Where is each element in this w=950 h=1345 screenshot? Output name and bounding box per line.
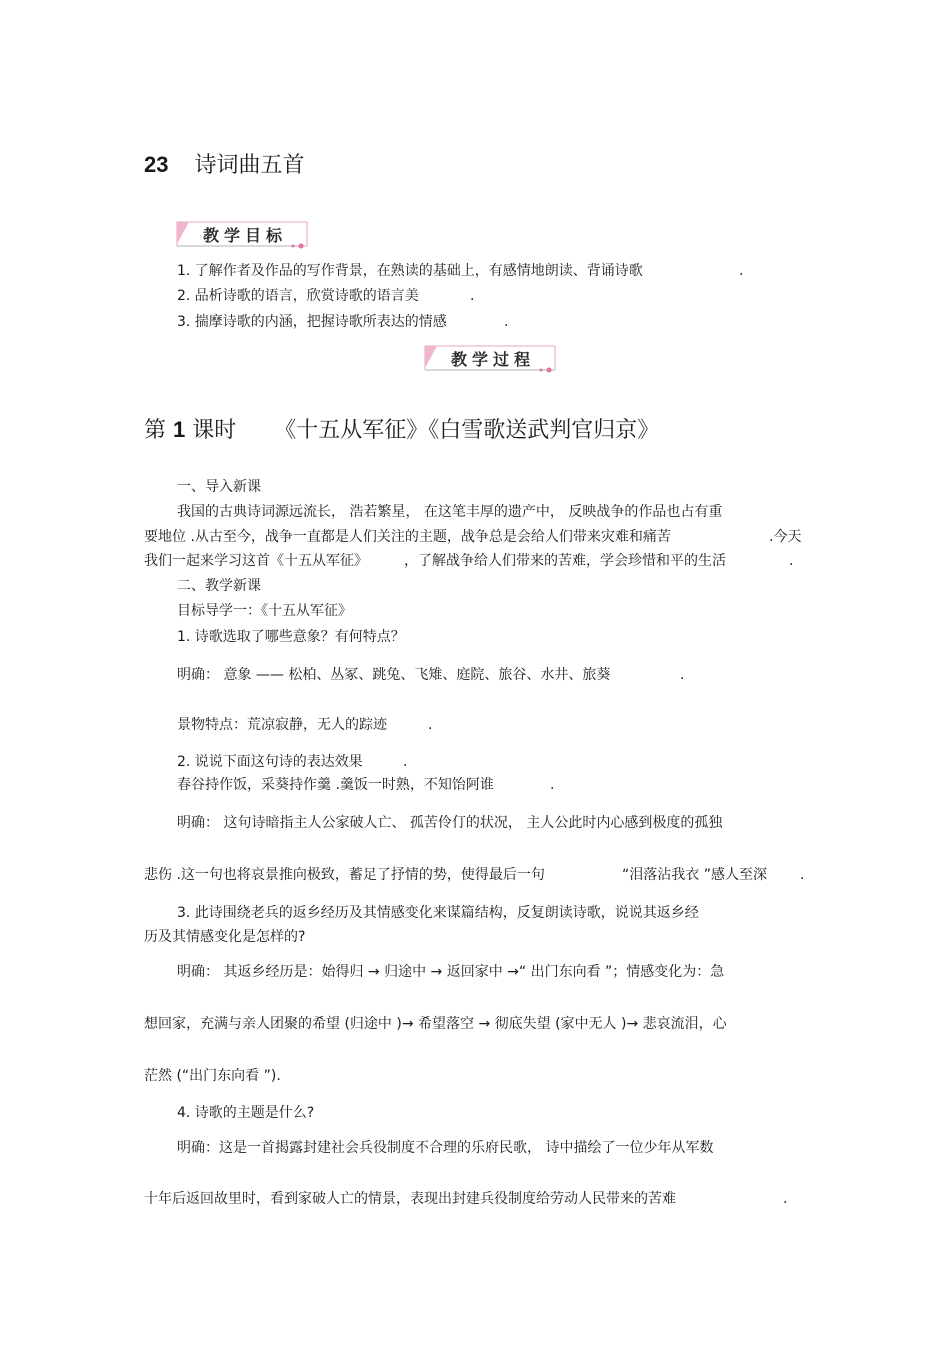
answer: 明确： 其返乡经历是：始得归 → 归途中 → 返回家中 →“ 出门东向看 ”；情感变化为：急 [177,964,725,980]
answer: 想回家，充满与亲人团聚的希望 (归途中 )→ 希望落空 → 彻底失望 (家中无人 )→ 悲哀流泪，心 [144,1016,727,1032]
question-dot: . [403,754,408,770]
answer-dot: . [428,717,433,733]
goal-item: 2. 品析诗歌的语言，欣赏诗歌的语言美 [177,288,419,304]
intro-line: ，了解战争给人们带来的苦难，学会珍惜和平的生活 [404,553,726,569]
poem-dot: . [550,777,555,793]
question: 2. 说说下面这句诗的表达效果 [177,754,363,770]
intro-line-tail: .今天 [769,529,802,545]
answer: 明确： 这句诗暗指主人公家破人亡、 孤苦伶仃的状况， 主人公此时内心感到极度的孤独 [177,815,723,831]
question: 3. 此诗围绕老兵的返乡经历及其情感变化来谋篇结构，反复朗读诗歌，说说其返乡经 [177,905,699,921]
section-heading: 二、教学新课 [177,578,261,594]
lesson-title [144,150,305,181]
period-works: 《十五从军征》《白雪歌送武判官归京》 [274,418,660,443]
question: 4. 诗歌的主题是什么? [177,1105,315,1121]
period-number: 1 [173,417,186,442]
question: 1. 诗歌选取了哪些意象？有何特点？ [177,629,405,645]
intro-dot: . [789,553,794,569]
goal-dot: . [504,314,509,330]
question: 历及其情感变化是怎样的? [144,929,306,945]
banner-label: 教学过程 [451,350,536,369]
answer-dot: . [783,1191,788,1207]
target-heading: 目标导学一：《十五从军征》 [177,603,352,619]
answer: 明确： 意象 —— 松柏、丛冢、跳兔、飞雉、庭院、旅谷、水井、旅葵 [177,667,611,683]
lesson-number: 23 [144,152,169,177]
intro-line: 我国的古典诗词源远流长， 浩若繁星， 在这笔丰厚的遗产中， 反映战争的作品也占有重 [177,504,723,520]
goal-item: 1. 了解作者及作品的写作背景，在熟读的基础上，有感情地朗读、背诵诗歌 [177,263,643,279]
lesson-title-text: 诗词曲五首 [194,153,305,178]
intro-line: 我们一起来学习这首《十五从军征》 [144,553,368,569]
banner-teaching-goals [175,220,310,250]
answer: 茫然 (“出门东向看 ”). [144,1068,281,1084]
answer: “泪落沾我衣 ”感人至深 [622,867,767,883]
period-suffix: 课时 [192,418,237,443]
answer-dot: . [680,667,685,683]
goal-item: 3. 揣摩诗歌的内涵，把握诗歌所表达的情感 [177,314,447,330]
answer: 十年后返回故里时，看到家破人亡的情景，表现出封建兵役制度给劳动人民带来的苦难 [144,1191,676,1207]
period-prefix: 第 [144,418,167,443]
goal-dot: . [470,288,475,304]
intro-line: 要地位 .从古至今，战争一直都是人们关注的主题，战争总是会给人们带来灾难和痛苦 [144,529,671,545]
answer: 悲伤 .这一句也将哀景推向极致，蓄足了抒情的势，使得最后一句 [144,867,545,883]
poem-line: 春谷持作饭，采葵持作羹 .羹饭一时熟，不知饴阿谁 [177,777,494,793]
banner-teaching-process [423,344,558,374]
answer-dot: . [800,867,805,883]
answer: 明确：这是一首揭露封建社会兵役制度不合理的乐府民歌， 诗中描绘了一位少年从军数 [177,1140,714,1156]
goal-dot: . [739,263,744,279]
period-heading [144,415,659,446]
answer: 景物特点：荒凉寂静，无人的踪迹 [177,717,387,733]
banner-label: 教学目标 [203,226,288,245]
section-heading: 一、导入新课 [177,479,261,495]
